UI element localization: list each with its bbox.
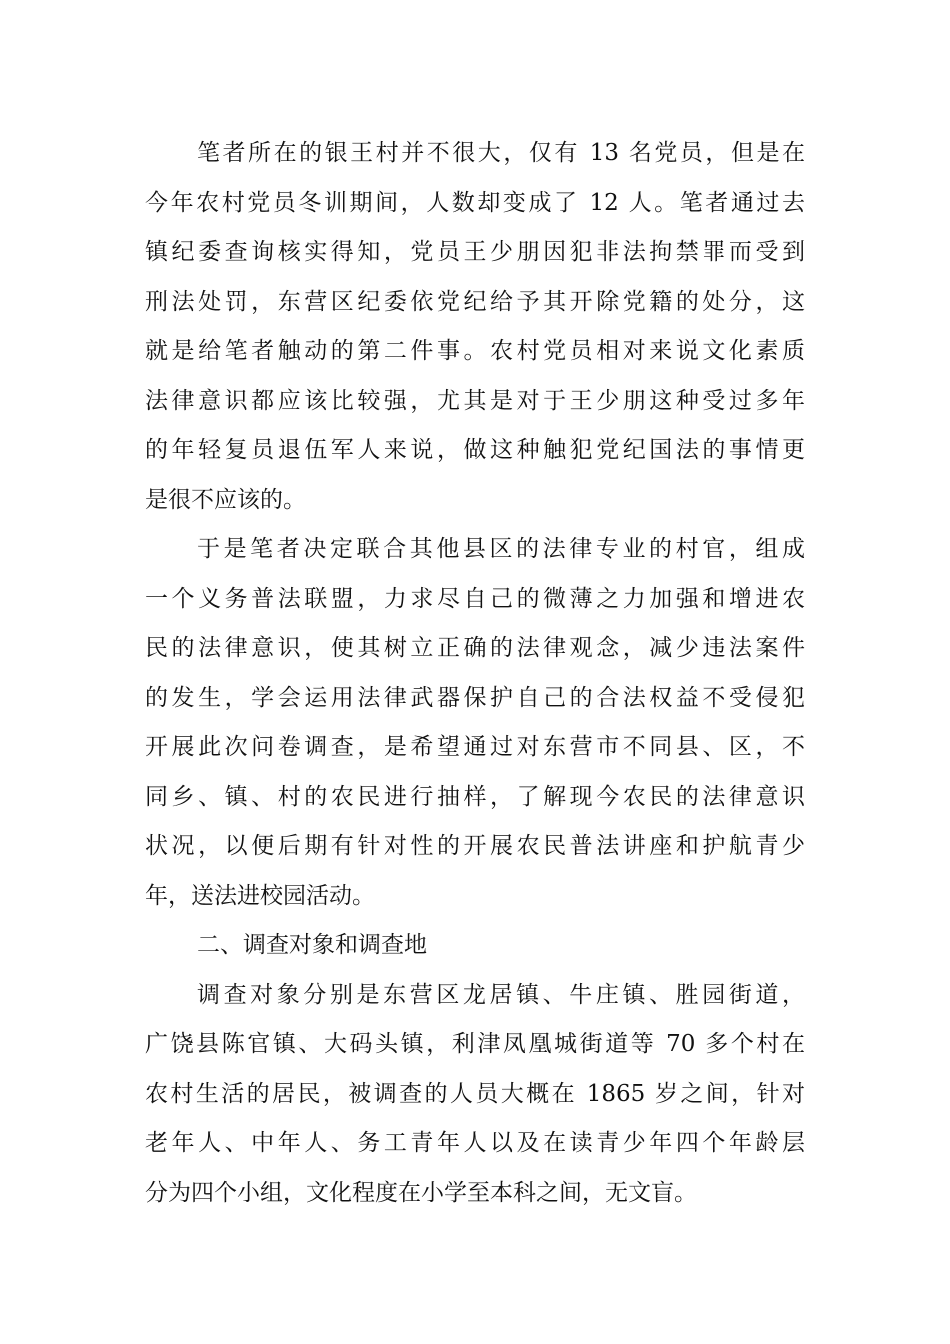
section-heading xyxy=(145,921,805,971)
paragraph-line: 状况，以便后期有针对性的开展农民普法讲座和护航青少 xyxy=(145,833,805,859)
paragraph-line: 一个义务普法联盟，力求尽自己的微薄之力加强和增进农 xyxy=(145,585,805,612)
paragraph-line: 的发生，学会运用法律武器保护自己的合法权益不受侵犯 xyxy=(145,684,805,711)
paragraph-1 xyxy=(145,129,805,525)
paragraph-line: 笔者所在的银王村并不很大，仅有 13 名党员，但是在 xyxy=(197,140,805,166)
paragraph-line: 老年人、中年人、务工青年人以及在读青少年四个年龄层 xyxy=(145,1130,805,1156)
section-heading-text: 二、调查对象和调查地 xyxy=(197,932,427,958)
paragraph-line: 农村生活的居民，被调查的人员大概在 1865 岁之间，针对 xyxy=(145,1080,805,1107)
paragraph-line: 刑法处罚，东营区纪委依党纪给予其开除党籍的处分，这 xyxy=(145,288,805,315)
paragraph-line: 法律意识都应该比较强，尤其是对于王少朋这种受过多年 xyxy=(145,387,805,414)
paragraph-line: 调查对象分别是东营区龙居镇、牛庄镇、胜园街道， xyxy=(197,981,805,1008)
paragraph-line: 年，送法进校园活动。 xyxy=(145,882,375,909)
paragraph-line: 开展此次问卷调查，是希望通过对东营市不同县、区，不 xyxy=(145,734,805,760)
paragraph-3 xyxy=(145,971,805,1219)
paragraph-line: 是很不应该的。 xyxy=(145,486,306,513)
paragraph-line: 今年农村党员冬训期间，人数却变成了 12 人。笔者通过去 xyxy=(145,189,805,216)
paragraph-line: 民的法律意识，使其树立正确的法律观念，减少违法案件 xyxy=(145,635,805,661)
paragraph-line: 同乡、镇、村的农民进行抽样，了解现今农民的法律意识 xyxy=(145,783,805,810)
document-body xyxy=(145,129,805,1218)
paragraph-line: 分为四个小组，文化程度在小学至本科之间，无文盲。 xyxy=(145,1179,697,1206)
paragraph-2 xyxy=(145,525,805,921)
paragraph-line: 就是给笔者触动的第二件事。农村党员相对来说文化素质 xyxy=(145,338,805,364)
paragraph-line: 于是笔者决定联合其他县区的法律专业的村官，组成 xyxy=(197,536,805,562)
paragraph-line: 广饶县陈官镇、大码头镇，利津凤凰城街道等 70 多个村在 xyxy=(145,1031,805,1057)
paragraph-line: 的年轻复员退伍军人来说，做这种触犯党纪国法的事情更 xyxy=(145,437,805,463)
paragraph-line: 镇纪委查询核实得知，党员王少朋因犯非法拘禁罪而受到 xyxy=(145,239,805,265)
